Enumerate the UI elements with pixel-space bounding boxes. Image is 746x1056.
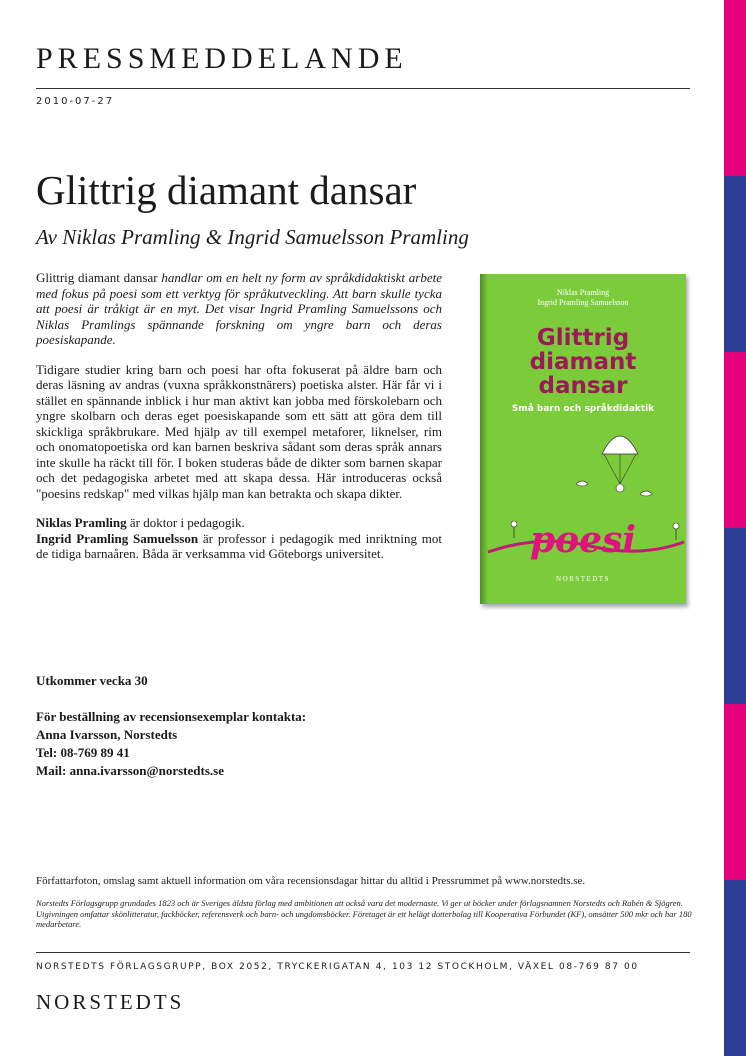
book-title-line-2: diamant [529,349,637,375]
contact-block [36,672,436,780]
article-byline: Av Niklas Pramling & Ingrid Samuelsson Pramling [36,225,469,249]
book-title-line-3: dansar [538,373,628,399]
stripe-magenta-2 [724,352,746,528]
body-paragraph: Tidigare studier kring barn och poesi har ofta fokuserat på äldre barn och deras läsning av andras (vuxna språkkonstnärers) poetiska alster. Här får vi i stället en spännande inblick i hur man aktivt kan jobba med förskolebarn och yngre skolbarn och deras eget poesiskapande som ett sätt att göra dem till skickliga språkbrukare. Med hjälp av till exempel metaforer, liknelser, rim och onomatopoetiska ord kan barnen beskriva sådant som deras språk annars inte skulle ha räckt till för. I boken studeras både de dikter som barnen skapar och det pedagogiska arbetet med att skapa dessa. Här introduceras också "poesins redskap" med vilkas hjälp man kan betrakta och skapa dikter. [36,361,442,501]
stripe-blue-2 [724,528,746,704]
contact-phone: Tel: 08-769 89 41 [36,745,130,760]
author-bios [36,515,442,562]
book-cover [480,274,686,604]
article-title: Glittrig diamant dansar [36,167,417,213]
child-figure-icon-2 [673,523,679,529]
book-publisher: NORSTEDTS [556,575,610,583]
bird-icon [576,481,588,486]
author2-desc: är professor i pedagogik med inriktning mot de tidiga barnaåren. Båda är verksamma vid Göteborgs universitet. [36,530,442,561]
parachute-icon [602,436,638,454]
book-illustration [480,414,686,574]
lead-paragraph [36,270,442,348]
release-week: Utkommer vecka 30 [36,673,148,688]
bird-icon-2 [640,491,652,496]
stripe-blue-3 [724,880,746,1056]
stripe-magenta-1 [724,0,746,176]
page-header-title: PRESSMEDDELANDE [36,42,408,75]
author1-name: Niklas Pramling [36,515,127,530]
stripe-magenta-3 [724,704,746,880]
footer-about: Norstedts Förlagsgrupp grundades 1823 och är Sveriges äldsta förlag med ambitionen att också vara det modernaste. Vi ger ut böcker under förlagsnamnen Norstedts och Rabén & Sjögren. Utgivningen omfattar skönlitteratur, fackböcker, referensverk och barn- och ungdomsböcker. Företaget är ett helägt dotterbolag till Kooperativa Förbundet (KF), omsätter 500 mkr och har 180 medarbetare. [36,898,692,929]
footer-divider [36,952,690,953]
article-body [36,270,442,562]
child-figure-icon [511,521,517,527]
book-art-word: poesi [530,519,637,561]
order-heading: För beställning av recensionsexemplar kontakta: [36,709,307,724]
book-subtitle: Små barn och språkdidaktik [511,404,655,414]
footer-info: Författarfoton, omslag samt aktuell information om våra recensionsdagar hittar du alltid i Pressrummet på www.norstedts.se. [36,875,586,887]
company-address: NORSTEDTS FÖRLAGSGRUPP, BOX 2052, TRYCKERIGATAN 4, 103 12 STOCKHOLM, VÄXEL 08-769 87 00 [36,962,639,972]
contact-mail[interactable]: Mail: anna.ivarsson@norstedts.se [36,763,224,778]
book-author-1: Niklas Pramling [556,288,610,297]
book-author-2: Ingrid Pramling Samuelsson [537,298,629,307]
header-divider [36,88,690,89]
norstedts-logo: NORSTEDTS [36,990,185,1014]
press-date: 2010-07-27 [36,96,115,107]
author2-name: Ingrid Pramling Samuelsson [36,530,199,546]
author1-desc: är doktor i pedagogik. [126,515,245,530]
lead-book-title: Glittrig diamant dansar [36,270,158,285]
book-title-line-1: Glittrig [536,325,630,351]
stripe-blue-1 [724,176,746,352]
contact-name: Anna Ivarsson, Norstedts [36,727,178,742]
lead-text: handlar om en helt ny form av språkdidaktiskt arbete med fokus på poesi som ett verktyg för språkutveckling. Att barn skulle tycka att poesi är tråkigt är en myt. Det visar Ingrid Pramling Samuelssons och Niklas Pramlings spännande forskning om yngre barn och deras poesiskapande. [36,270,442,347]
